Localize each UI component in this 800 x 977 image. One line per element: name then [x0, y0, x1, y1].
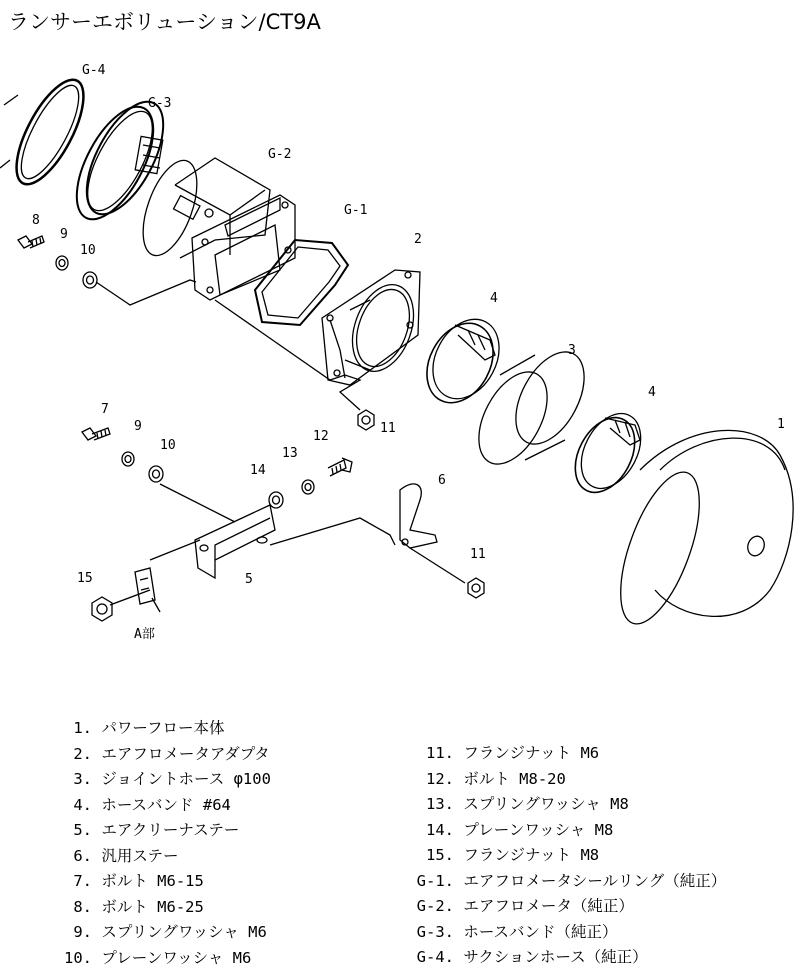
spring-washer-part-13	[302, 480, 314, 494]
label-part-9a: 9	[60, 227, 68, 242]
label-part-5: 5	[245, 572, 253, 587]
legend-item-number: G-1.	[416, 871, 454, 890]
hose-band-part-4b	[563, 403, 652, 502]
leader-line-10-top	[96, 280, 196, 305]
spring-washer-part-9b	[122, 452, 134, 466]
label-part-11a: 11	[380, 421, 396, 436]
label-part-14: 14	[250, 463, 266, 478]
air-cleaner-stay-part-5	[195, 505, 395, 578]
legend-item-number: 2.	[73, 744, 92, 763]
legend-item	[414, 818, 726, 844]
legend-item-text: エアフロメータシールリング（純正）	[454, 871, 727, 890]
legend-item-text: フランジナット M6	[454, 744, 600, 762]
bolt-part-7	[82, 428, 110, 440]
label-part-11b: 11	[470, 547, 486, 562]
label-part-13: 13	[282, 446, 298, 461]
detail-a-bracket	[110, 540, 200, 612]
legend-item-text: サクションホース（純正）	[454, 948, 648, 966]
label-part-15: 15	[77, 571, 93, 586]
legend-item	[62, 869, 271, 895]
legend-item-number: 6.	[73, 846, 92, 865]
label-part-1: 1	[777, 417, 785, 432]
legend-item-text: ボルト M8-20	[454, 769, 566, 788]
legend-item	[62, 844, 271, 870]
legend-item-text: プレーンワッシャ M6	[92, 948, 252, 967]
legend-item-text: プレーンワッシャ M8	[454, 820, 614, 839]
parts-legend-right	[414, 741, 726, 971]
adapter-part-2	[322, 270, 425, 385]
legend-item-number: G-2.	[416, 897, 454, 915]
legend-item-text: フランジナット M8	[454, 846, 600, 864]
label-part-8: 8	[32, 213, 40, 228]
legend-item-number: 15.	[426, 846, 454, 864]
legend-item	[62, 946, 271, 972]
air-flow-meter-g2	[132, 153, 295, 300]
seal-ring-g1	[255, 240, 348, 325]
plain-washer-part-14	[269, 492, 283, 508]
legend-item	[414, 894, 726, 920]
label-part-10b: 10	[160, 438, 176, 453]
plain-washer-part-10a	[83, 272, 97, 288]
legend-item-text: ホースバンド（純正）	[454, 922, 618, 941]
label-part-6: 6	[438, 473, 446, 488]
legend-item-number: 12.	[426, 769, 454, 788]
legend-item	[62, 742, 271, 768]
legend-item-text: パワーフロー本体	[92, 719, 225, 737]
legend-item-number: 10.	[64, 948, 92, 967]
universal-stay-part-6	[400, 484, 465, 583]
legend-item-number: 4.	[73, 795, 92, 814]
legend-item	[414, 869, 726, 895]
legend-item	[62, 767, 271, 793]
power-flow-body-part-1	[604, 430, 793, 633]
legend-item	[414, 767, 726, 793]
label-part-10a: 10	[80, 243, 96, 258]
legend-item-text: ボルト M6-25	[92, 897, 204, 916]
label-part-4b: 4	[648, 385, 656, 400]
legend-item-text: スプリングワッシャ M8	[454, 795, 629, 813]
legend-item	[414, 843, 726, 869]
flange-nut-part-15	[92, 597, 112, 621]
legend-item-number: 3.	[73, 770, 92, 788]
legend-item-text: ホースバンド #64	[92, 795, 231, 814]
legend-item-text: エアフロメータアダプタ	[92, 744, 270, 763]
hose-band-g3	[61, 90, 179, 231]
spring-washer-part-9a	[56, 256, 68, 270]
legend-item-text: スプリングワッシャ M6	[92, 923, 267, 941]
legend-item-number: 8.	[73, 897, 92, 916]
label-part-3: 3	[568, 343, 576, 358]
bolt-part-8	[18, 236, 44, 248]
legend-item	[62, 818, 271, 844]
legend-item	[414, 792, 726, 818]
legend-item-number: 1.	[73, 719, 92, 737]
label-g1: G-1	[344, 203, 368, 218]
legend-item	[62, 895, 271, 921]
joint-hose-part-3	[465, 341, 598, 476]
label-part-9b: 9	[134, 419, 142, 434]
legend-item-number: 7.	[73, 872, 92, 890]
suction-hose-ring-g4	[0, 70, 97, 193]
leader-line-10-mid	[160, 484, 235, 522]
label-g4: G-4	[82, 63, 106, 78]
page-title: ランサーエボリューション/CT9A	[8, 10, 321, 34]
legend-item-number: 13.	[426, 795, 454, 813]
parts-legend-left	[62, 716, 271, 971]
legend-item	[414, 945, 726, 971]
label-part-2: 2	[414, 232, 422, 247]
legend-item-number: 14.	[426, 820, 454, 839]
hose-band-part-4a	[414, 308, 512, 414]
legend-item	[62, 920, 271, 946]
label-part-4a: 4	[490, 291, 498, 306]
legend-item-number: 5.	[73, 821, 92, 839]
legend-item-number: G-4.	[416, 948, 454, 966]
label-part-12: 12	[313, 429, 329, 444]
flange-nut-part-11b	[468, 578, 484, 598]
legend-item-number: 9.	[73, 923, 92, 941]
legend-item-text: ジョイントホース φ100	[92, 770, 271, 788]
flange-nut-part-11a	[358, 410, 374, 430]
legend-item-text: ボルト M6-15	[92, 872, 204, 890]
bolt-part-12	[328, 458, 352, 476]
legend-item-text: エアフロメータ（純正）	[454, 897, 634, 915]
legend-item-text: エアクリーナステー	[92, 821, 240, 839]
label-g2: G-2	[268, 147, 292, 162]
label-part-7: 7	[101, 402, 109, 417]
legend-item-number: G-3.	[416, 922, 454, 941]
legend-item	[414, 920, 726, 946]
legend-item-text: 汎用ステー	[92, 846, 179, 865]
legend-item	[414, 741, 726, 767]
label-g3: G-3	[148, 96, 172, 111]
legend-item-number: 11.	[426, 744, 454, 762]
legend-item	[62, 716, 271, 742]
label-detail-a: A部	[134, 627, 155, 642]
legend-item	[62, 793, 271, 819]
plain-washer-part-10b	[149, 466, 163, 482]
